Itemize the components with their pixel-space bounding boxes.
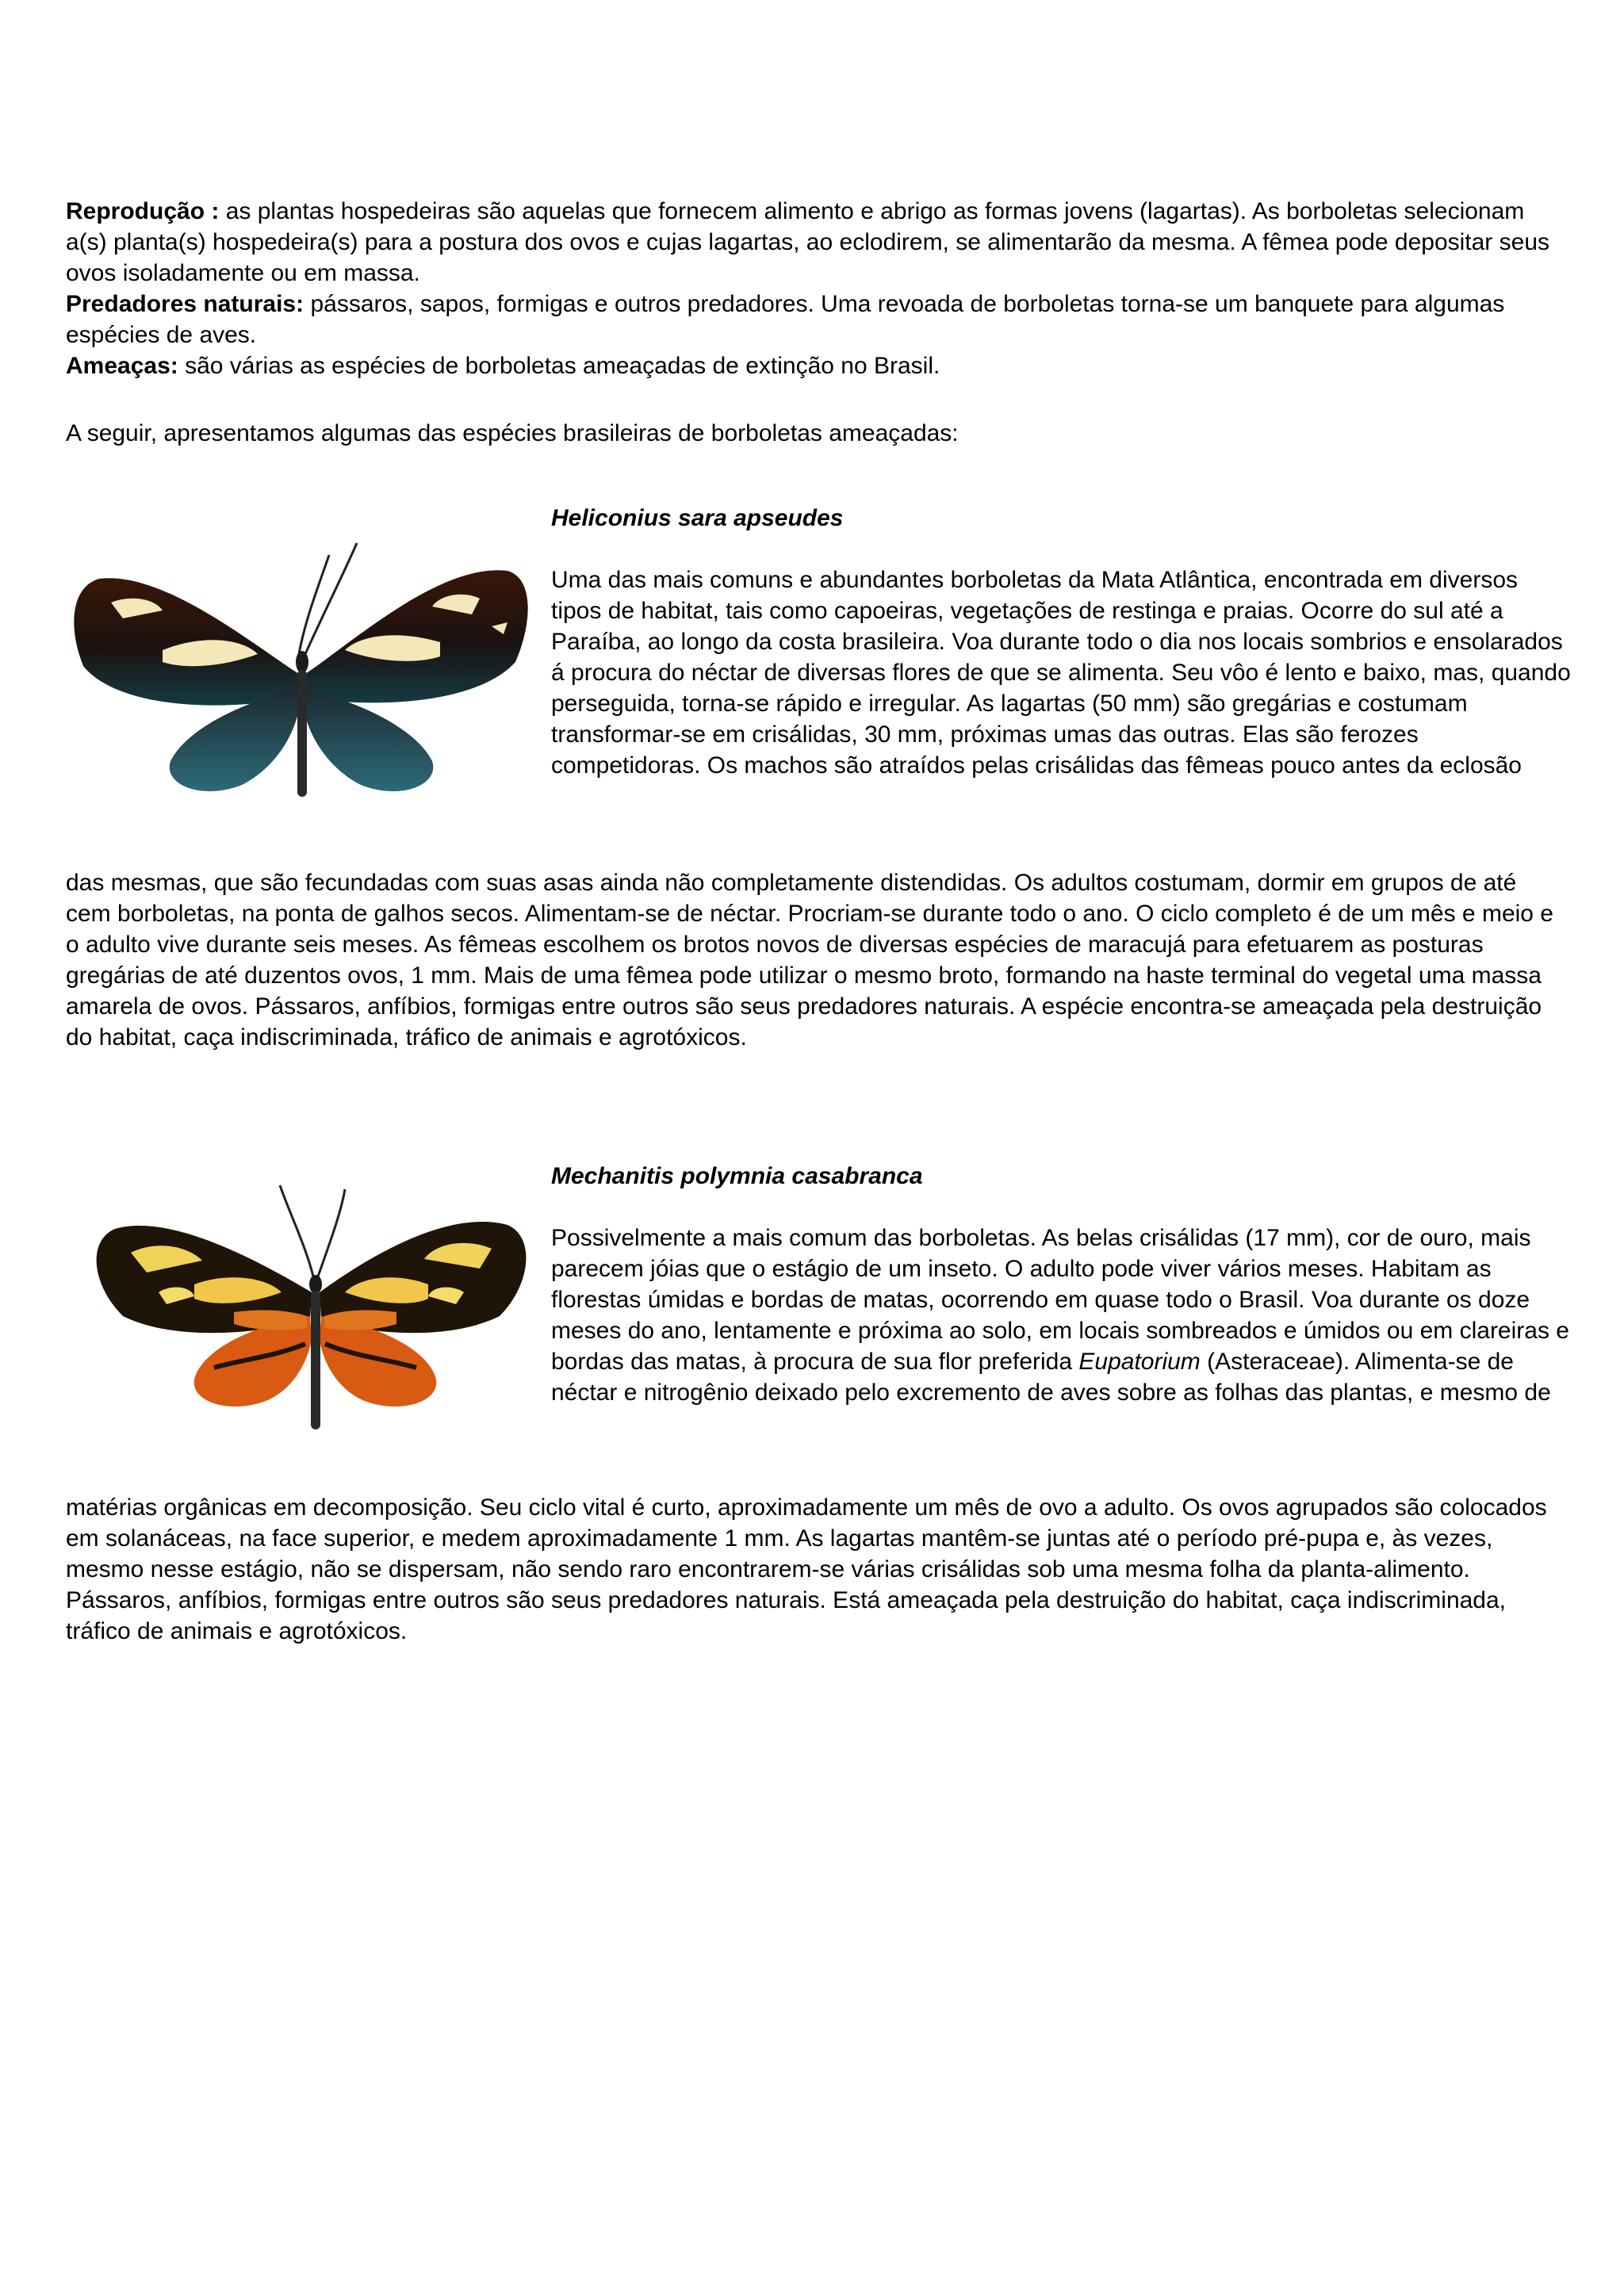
heliconius-butterfly-image	[67, 523, 535, 817]
mechanitis-photo	[75, 1165, 543, 1451]
ameacas-paragraph	[66, 350, 1565, 381]
mechanitis-butterfly-image	[75, 1165, 543, 1451]
species-continuation: das mesmas, que são fecundadas com suas asas ainda não completamente distendidas. Os adultos costumam, dormir em grupos de até cem borboletas, na ponta de galhos secos. Alimentam-se de néctar. Procriam-se durante todo o ano. O ciclo completo é de um mês e meio e o adulto vive durante seis meses. As fêmeas escolhem os brotos novos de diversas espécies de maracujá para efetuarem as posturas gregárias de até duzentos ovos, 1 mm. Mais de uma fêmea pode utilizar o mesmo broto, formando na haste terminal do vegetal uma massa amarela de ovos. Pássaros, anfíbios, formigas entre outros são seus predadores naturais. A espécie encontra-se ameaçada pela destruição do habitat, caça indiscriminada, tráfico de animais e agrotóxicos.	[66, 870, 1553, 1050]
ameacas-label: Ameaças:	[66, 353, 178, 379]
predadores-text: pássaros, sapos, formigas e outros predadores. Uma revoada de borboletas torna-se um banquete para algumas espécies de aves.	[66, 291, 1505, 348]
reproducao-label: Reprodução :	[66, 198, 220, 224]
species-title: Mechanitis polymnia casabranca	[551, 1163, 923, 1189]
reproducao-text: as plantas hospedeiras são aquelas que fornecem alimento e abrigo as formas jovens (lagartas). As borboletas selecionam a(s) planta(s) hospedeira(s) para a postura dos ovos e cujas lagartas, ao eclodirem, se alimentarão da mesma. A fêmea pode depositar seus ovos isoladamente ou em massa.	[66, 198, 1550, 286]
species-description: Uma das mais comuns e abundantes borboletas da Mata Atlântica, encontrada em diversos tipos de habitat, tais como capoeiras, vegetações de restinga e praias. Ocorre do sul até a Paraíba, ao longo da costa brasileira. Voa durante todo o dia nos locais sombrios e ensolarados á procura do néctar de diversas flores de que se alimenta. Seu vôo é lento e baixo, mas, quando perseguida, torna-se rápido e irregular. As lagartas (50 mm) são gregárias e costumam transformar-se em crisálidas, 30 mm, próximas umas das outras. Elas são ferozes competidoras. Os machos são atraídos pelas crisálidas das fêmeas pouco antes da eclosão	[551, 567, 1571, 779]
ameacas-text: são várias as espécies de borboletas ameaçadas de extinção no Brasil.	[178, 353, 940, 379]
species-heliconius	[551, 503, 1574, 781]
description-part: Possivelmente a mais comum das borboletas. As belas crisálidas (17 mm), cor de ouro, mais parecem jóias que o estágio de um inseto. O adulto pode viver vários meses. Habitam as florestas úmidas e bordas de matas, ocorrendo em quase todo o Brasil. Voa durante os doze meses do ano, lentamente e próxima ao solo, em locais sombreados e úmidos ou em clareiras e bordas das matas, à procura de sua flor preferida	[551, 1225, 1569, 1375]
species-description	[551, 1223, 1574, 1408]
intro-section	[66, 196, 1565, 381]
species-title: Heliconius sara apseudes	[551, 505, 844, 531]
species-continuation: matérias orgânicas em decomposição. Seu ciclo vital é curto, aproximadamente um mês de ovo a adulto. Os ovos agrupados são colocados em solanáceas, na face superior, e medem aproximadamente 1 mm. As lagartas mantêm-se juntas até o período pré-pupa e, às vezes, mesmo nesse estágio, não se dispersam, não sendo raro encontrarem-se várias crisálidas sob uma mesma folha da planta-alimento. Pássaros, anfíbios, formigas entre outros são seus predadores naturais. Está ameaçada pela destruição do habitat, caça indiscriminada, tráfico de animais e agrotóxicos.	[66, 1494, 1547, 1644]
heliconius-photo	[67, 523, 535, 817]
species-mechanitis	[551, 1161, 1574, 1408]
eupatorium-italic: Eupatorium	[1078, 1349, 1201, 1375]
predadores-label: Predadores naturais:	[66, 291, 304, 317]
lead-paragraph: A seguir, apresentamos algumas das espécies brasileiras de borboletas ameaçadas:	[66, 420, 959, 446]
predadores-paragraph	[66, 289, 1565, 350]
reproducao-paragraph	[66, 196, 1565, 289]
description-part: (Asteraceae). Alimenta-se de néctar e nitrogênio deixado pelo excremento de aves sobre as folhas das plantas, e mesmo de	[551, 1349, 1551, 1406]
